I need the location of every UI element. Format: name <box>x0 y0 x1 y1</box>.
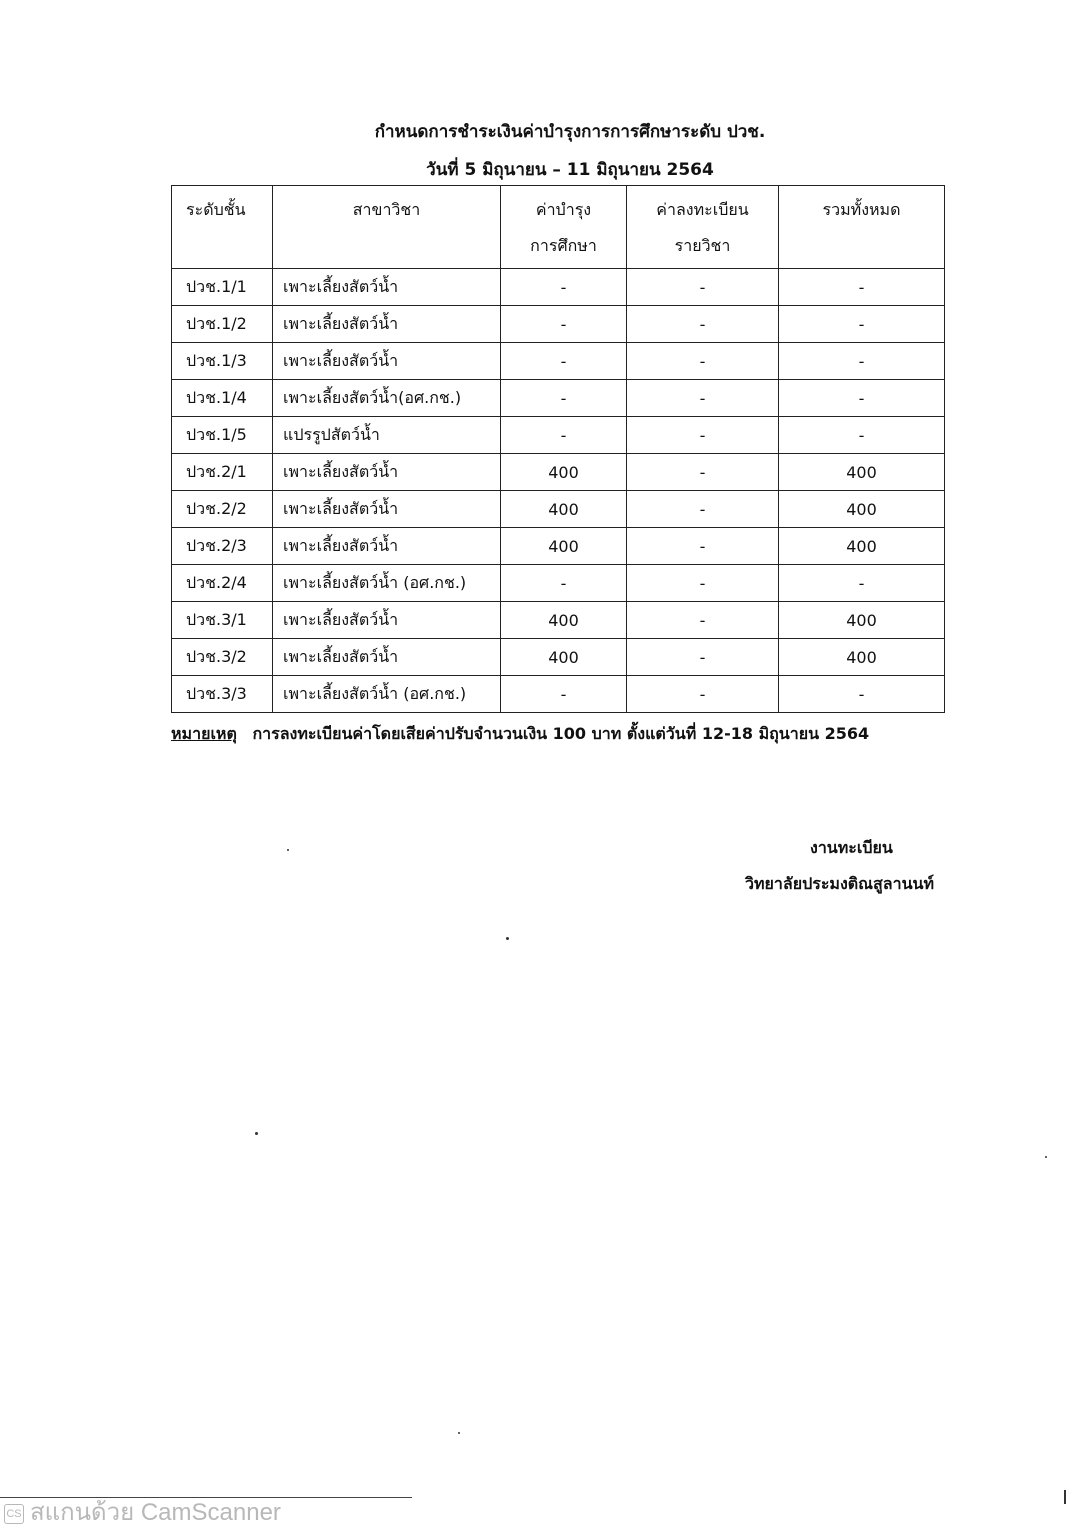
cell-maintenance: 400 <box>501 639 627 676</box>
cell-registration: - <box>627 639 779 676</box>
header-major-label: สาขาวิชา <box>352 200 421 219</box>
table-row <box>172 306 945 343</box>
header-total-label: รวมทั้งหมด <box>822 200 901 219</box>
cell-level: ปวช.3/3 <box>172 676 273 713</box>
cell-level: ปวช.1/4 <box>172 380 273 417</box>
cell-major: แปรรูปสัตว์น้ำ <box>273 417 501 454</box>
table-row <box>172 417 945 454</box>
cell-registration: - <box>627 454 779 491</box>
cell-registration: - <box>627 343 779 380</box>
cell-registration: - <box>627 417 779 454</box>
table-row <box>172 491 945 528</box>
cell-major: เพาะเลี้ยงสัตว์น้ำ <box>273 602 501 639</box>
cell-total: - <box>779 676 945 713</box>
cell-major: เพาะเลี้ยงสัตว์น้ำ <box>273 639 501 676</box>
remark-text: การลงทะเบียนค่าโดยเสียค่าปรับจำนวนเงิน 100 บาท ตั้งแต่วันที่ 12-18 มิถุนายน 2564 <box>252 724 870 743</box>
signature-institution: วิทยาลัยประมงติณสูลานนท์ <box>745 874 934 893</box>
cell-total: - <box>779 565 945 602</box>
cell-registration: - <box>627 491 779 528</box>
table-row <box>172 528 945 565</box>
table-row <box>172 454 945 491</box>
cell-level: ปวช.2/1 <box>172 454 273 491</box>
cell-registration: - <box>627 380 779 417</box>
scan-speck <box>255 1132 258 1135</box>
cell-maintenance: - <box>501 306 627 343</box>
header-level-label: ระดับชั้น <box>186 200 246 219</box>
table-row <box>172 343 945 380</box>
cell-major: เพาะเลี้ยงสัตว์น้ำ (อศ.กช.) <box>273 565 501 602</box>
cell-total: - <box>779 380 945 417</box>
cell-maintenance: 400 <box>501 491 627 528</box>
fee-schedule-table <box>171 185 945 713</box>
cell-maintenance: - <box>501 380 627 417</box>
cell-major: เพาะเลี้ยงสัตว์น้ำ <box>273 491 501 528</box>
cell-total: - <box>779 417 945 454</box>
cell-total: - <box>779 306 945 343</box>
header-registration-line1: ค่าลงทะเบียน <box>656 200 749 219</box>
cell-major: เพาะเลี้ยงสัตว์น้ำ(อศ.กช.) <box>273 380 501 417</box>
cell-maintenance: 400 <box>501 454 627 491</box>
cell-level: ปวช.2/2 <box>172 491 273 528</box>
header-level <box>172 186 273 269</box>
header-maintenance-line1: ค่าบำรุง <box>535 200 592 219</box>
cell-maintenance: 400 <box>501 528 627 565</box>
cell-registration: - <box>627 269 779 306</box>
cell-level: ปวช.3/1 <box>172 602 273 639</box>
signature-department: งานทะเบียน <box>810 838 893 857</box>
cell-level: ปวช.1/2 <box>172 306 273 343</box>
cell-maintenance: - <box>501 565 627 602</box>
header-maintenance-line2: การศึกษา <box>530 236 597 255</box>
cell-major: เพาะเลี้ยงสัตว์น้ำ <box>273 343 501 380</box>
table-row <box>172 380 945 417</box>
scan-edge-mark <box>1064 1490 1066 1504</box>
header-registration-line2: รายวิชา <box>674 236 731 255</box>
header-registration <box>627 186 779 269</box>
cell-total: - <box>779 343 945 380</box>
cell-level: ปวช.3/2 <box>172 639 273 676</box>
cell-level: ปวช.1/5 <box>172 417 273 454</box>
cell-major: เพาะเลี้ยงสัตว์น้ำ <box>273 306 501 343</box>
cell-level: ปวช.2/4 <box>172 565 273 602</box>
scan-speck <box>1045 1156 1047 1158</box>
header-major <box>273 186 501 269</box>
header-total <box>779 186 945 269</box>
scan-speck <box>506 937 509 940</box>
cell-maintenance: - <box>501 269 627 306</box>
header-maintenance <box>501 186 627 269</box>
table-row <box>172 269 945 306</box>
table-row <box>172 639 945 676</box>
cell-registration: - <box>627 602 779 639</box>
cell-total: 400 <box>779 491 945 528</box>
cell-registration: - <box>627 565 779 602</box>
cell-major: เพาะเลี้ยงสัตว์น้ำ (อศ.กช.) <box>273 676 501 713</box>
table-row <box>172 565 945 602</box>
camscanner-logo-icon: CS <box>4 1504 24 1524</box>
cell-registration: - <box>627 528 779 565</box>
cell-maintenance: 400 <box>501 602 627 639</box>
cell-major: เพาะเลี้ยงสัตว์น้ำ <box>273 528 501 565</box>
cell-level: ปวช.1/3 <box>172 343 273 380</box>
table-row <box>172 676 945 713</box>
cell-maintenance: - <box>501 676 627 713</box>
cell-maintenance: - <box>501 343 627 380</box>
scan-speck <box>287 849 289 851</box>
cell-total: 400 <box>779 639 945 676</box>
cell-level: ปวช.2/3 <box>172 528 273 565</box>
table-header-row <box>172 186 945 269</box>
document-title: กำหนดการชำระเงินค่าบำรุงการการศึกษาระดับ ปวช. <box>374 122 766 142</box>
cell-total: 400 <box>779 454 945 491</box>
remark <box>171 722 869 747</box>
cell-registration: - <box>627 306 779 343</box>
cell-registration: - <box>627 676 779 713</box>
table-row <box>172 602 945 639</box>
camscanner-watermark-text: สแกนด้วย CamScanner <box>30 1499 281 1526</box>
document-date-range: วันที่ 5 มิถุนายน – 11 มิถุนายน 2564 <box>426 160 714 180</box>
cell-total: - <box>779 269 945 306</box>
cell-level: ปวช.1/1 <box>172 269 273 306</box>
remark-label: หมายเหตุ <box>171 724 237 743</box>
cell-total: 400 <box>779 528 945 565</box>
camscanner-watermark <box>4 1492 281 1531</box>
cell-maintenance: - <box>501 417 627 454</box>
cell-total: 400 <box>779 602 945 639</box>
scan-speck <box>458 1432 460 1434</box>
cell-major: เพาะเลี้ยงสัตว์น้ำ <box>273 269 501 306</box>
cell-major: เพาะเลี้ยงสัตว์น้ำ <box>273 454 501 491</box>
